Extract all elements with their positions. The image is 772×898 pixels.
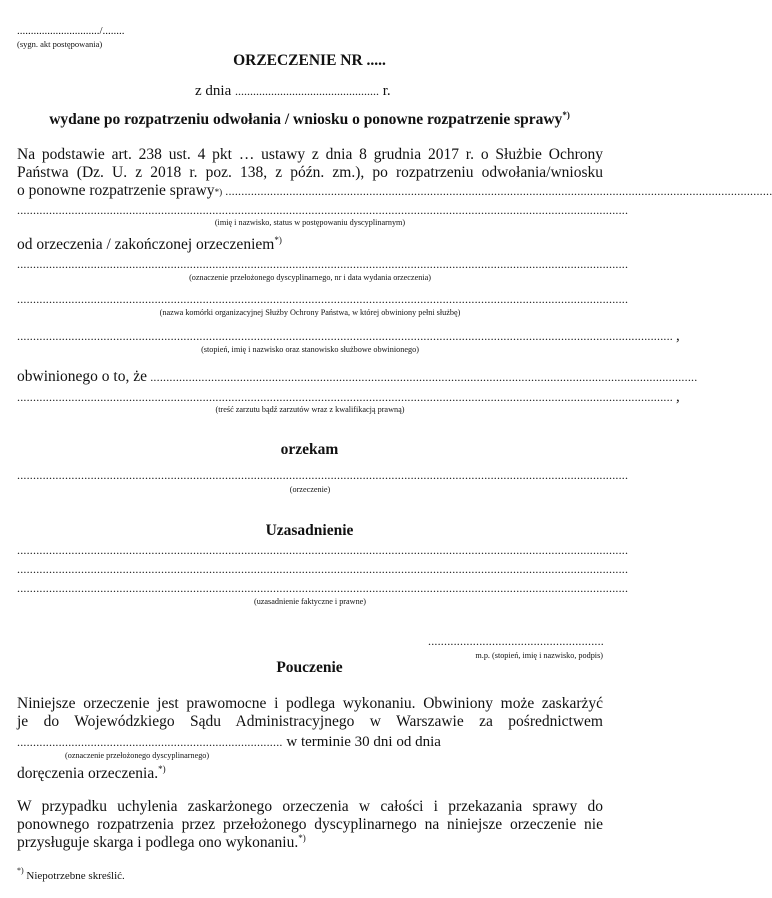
instruction-line-4 xyxy=(17,765,166,782)
charge-dotted-line: ............................................................................................................................................................................................................. xyxy=(17,390,673,404)
from-decision-line xyxy=(17,236,282,253)
footnote-text: Niepotrzebne skreślić. xyxy=(26,870,125,882)
appeal-line-1: W przypadku uchylenia zaskarżonego orzeczenia w całości i przekazania sprawy do xyxy=(17,798,603,815)
date-dots: ................................................ xyxy=(234,84,379,98)
footnote-mark: *) xyxy=(17,866,24,875)
document-title: ORZECZENIE NR ..... xyxy=(233,52,386,69)
signature-dotted-line: ....................................................... xyxy=(428,634,604,648)
unit-dotted-line: ............................................................................................................................................................................................... xyxy=(17,292,629,306)
from-decision-text: od orzeczenia / zakończonej orzeczeniem xyxy=(17,236,275,253)
charge-line xyxy=(17,389,680,406)
ruling-caption: (orzeczenie) xyxy=(289,485,331,494)
appeal-footnote-mark: *) xyxy=(298,833,306,843)
person-dotted-line: ............................................................................................................................................................................................... xyxy=(17,203,629,217)
dotted-fill: ........................................................................................................................................................................... xyxy=(222,184,772,198)
charge-caption: (treść zarzutu bądź zarzutów wraz z kwalifikacją prawną) xyxy=(215,405,405,414)
intro-line-1: Na podstawie art. 238 ust. 4 pkt … ustawy z dnia 8 grudnia 2017 r. o Służbie Ochrony xyxy=(17,146,603,163)
instruction-heading: Pouczenie xyxy=(276,659,343,676)
justification-dotted-line-2: ............................................................................................................................................................................................... xyxy=(17,562,629,576)
appeal-line-3-text: przysługuje skarga i podlega ono wykonaniu. xyxy=(17,834,299,851)
signature-caption: m.p. (stopień, imię i nazwisko, podpis) xyxy=(475,651,603,660)
justification-dotted-line-3: ............................................................................................................................................................................................... xyxy=(17,581,629,595)
accused-line xyxy=(17,368,698,386)
accused-dotted-fill: ........................................................................................................................................................................... xyxy=(147,370,698,384)
accused-prefix: obwinionego o to, że xyxy=(17,368,148,385)
rank-caption: (stopień, imię i nazwisko oraz stanowisko służbowe obwinionego) xyxy=(201,345,419,354)
superior-dotted-line: ............................................................................................................................................................................................... xyxy=(17,257,629,271)
case-number-line: ............................../........ xyxy=(17,25,125,37)
justification-dotted-line-1: ............................................................................................................................................................................................... xyxy=(17,543,629,557)
instruction-line-1: Niniejsze orzeczenie jest prawomocne i podlega wykonaniu. Obwiniony może zaskarżyć xyxy=(17,695,603,712)
ruling-dotted-line: ............................................................................................................................................................................................... xyxy=(17,468,629,482)
unit-caption: (nazwa komórki organizacyjnej Służby Ochrony Państwa, w której obwiniony pełni służbę) xyxy=(159,308,461,317)
date-prefix: z dnia xyxy=(195,83,232,99)
instruction-line-4-text: doręczenia orzeczenia. xyxy=(17,765,159,782)
ruling-heading: orzekam xyxy=(280,441,339,458)
rank-line xyxy=(17,328,680,345)
instruction-line-2: je do Wojewódzkiego Sądu Administracyjnego w Warszawie za pośrednictwem xyxy=(17,713,603,730)
appeal-line-2: ponownego rozpatrzenia przez przełożonego dyscyplinarnego na niniejsze orzeczenie nie xyxy=(17,816,603,833)
justification-heading: Uzasadnienie xyxy=(265,522,354,539)
justification-caption: (uzasadnienie faktyczne i prawne) xyxy=(253,597,367,606)
instruction-line-3 xyxy=(17,734,441,751)
rank-dotted-line: ............................................................................................................................................................................................................. xyxy=(17,329,673,343)
instruction-deadline: w terminie 30 dni od dnia xyxy=(286,734,441,750)
charge-comma: , xyxy=(676,389,680,405)
instruction-superior-caption: (oznaczenie przełożonego dyscyplinarnego) xyxy=(65,751,210,760)
date-suffix: r. xyxy=(382,83,391,99)
intro-line-3-text: o ponowne rozpatrzenie sprawy xyxy=(17,182,215,199)
intro-line-3: o ponowne rozpatrzenie sprawy *) ........................................................................................................................................................................... xyxy=(17,182,772,199)
instruction-footnote-mark: *) xyxy=(158,764,166,774)
footnote xyxy=(17,866,125,882)
appeal-line-3 xyxy=(17,834,306,851)
instruction-dots: ................................................................................... xyxy=(17,735,283,749)
intro-line-2: Państwa (Dz. U. z 2018 r. poz. 138, z późn. zm.), po rozpatrzeniu odwołania/wniosku xyxy=(17,164,603,181)
from-decision-footnote-mark: *) xyxy=(274,235,282,245)
subtitle-text: wydane po rozpatrzeniu odwołania / wniosku o ponowne rozpatrzenie sprawy xyxy=(49,111,563,128)
person-caption: (imię i nazwisko, status w postępowaniu dyscyplinarnym) xyxy=(214,218,406,227)
case-number-caption: (sygn. akt postępowania) xyxy=(17,39,103,49)
document-subtitle xyxy=(0,111,619,129)
date-line xyxy=(195,83,391,100)
superior-caption: (oznaczenie przełożonego dyscyplinarnego, nr i data wydania orzeczenia) xyxy=(189,273,431,282)
subtitle-footnote-mark: *) xyxy=(562,110,570,120)
rank-comma: , xyxy=(676,328,680,344)
